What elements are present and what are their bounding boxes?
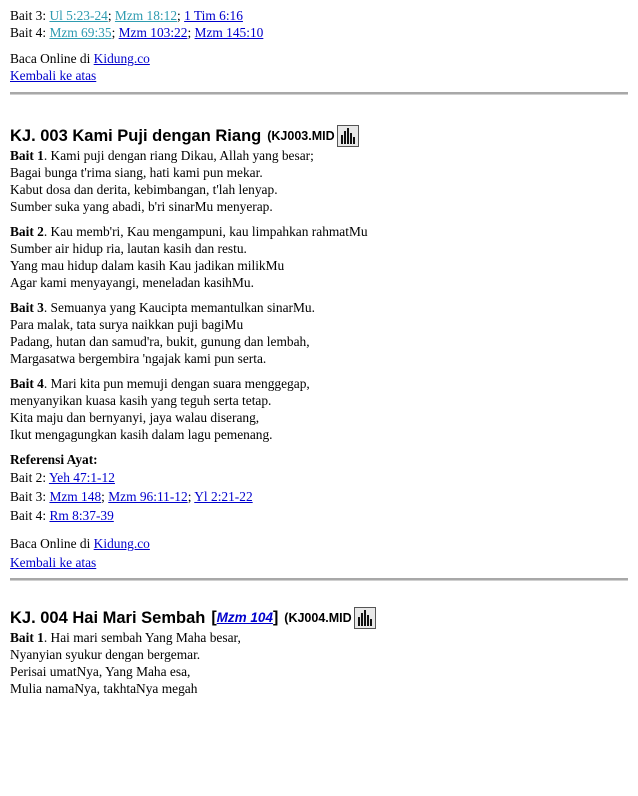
reference-title: Referensi Ayat: <box>10 452 98 467</box>
verse-line: . Semuanya yang Kaucipta memantulkan sinarMu. <box>43 300 315 315</box>
verse-label: Bait 4 <box>10 376 44 391</box>
verse-line: menyanyikan kuasa kasih yang teguh serta tetap. <box>10 393 272 408</box>
ref-bait4 <box>10 506 628 525</box>
spacer <box>10 367 628 375</box>
verse-line: Sumber air hidup ria, lautan kasih dan restu. <box>10 241 247 256</box>
ref-link[interactable]: 1 Tim 6:16 <box>184 8 243 23</box>
verse-kj003-2 <box>10 223 628 291</box>
ref-link[interactable]: Mzm 145:10 <box>194 25 264 40</box>
back-to-top-link[interactable]: Kembali ke atas <box>10 555 97 570</box>
ref-bait3 <box>10 487 628 506</box>
verse-line: . Kami puji dengan riang Dikau, Allah yang besar; <box>43 148 314 163</box>
ref-link[interactable]: Mzm 69:35 <box>49 25 112 40</box>
verse-line: Margasatwa bergembira 'ngajak kami pun serta. <box>10 351 267 366</box>
page <box>0 7 638 697</box>
verse-line: Perisai umatNya, Yang Maha esa, <box>10 664 191 679</box>
verse-line: Ikut mengagungkan kasih dalam lagu pemenang. <box>10 427 273 442</box>
spacer <box>10 291 628 299</box>
midi-filename: (KJ003.MID <box>267 129 335 143</box>
ref-link[interactable]: Mzm 18:12 <box>114 8 178 23</box>
bait-label: Bait 3: <box>10 8 50 23</box>
verse-line: Agar kami menyayangi, meneladan kasihMu. <box>10 275 254 290</box>
spacer <box>10 41 628 50</box>
midi-chart-icon[interactable] <box>354 607 376 629</box>
verse-label: Bait 1 <box>10 148 44 163</box>
separator: ; <box>187 25 195 40</box>
verse-label: Bait 2 <box>10 224 44 239</box>
ref-link[interactable]: Mzm 103:22 <box>118 25 188 40</box>
spacer <box>10 95 628 125</box>
verse-line: Para malak, tata surya naikkan puji bagiMu <box>10 317 244 332</box>
bait-label: Bait 4: <box>10 25 50 40</box>
verse-line: Yang mau hidup dalam kasih Kau jadikan milikMu <box>10 258 285 273</box>
separator: ; <box>187 489 195 504</box>
separator: ; <box>101 489 109 504</box>
song-heading-kj004 <box>10 607 628 629</box>
spacer <box>10 443 628 451</box>
song-heading-kj003 <box>10 125 628 147</box>
bait-label: Bait 3: <box>10 489 50 504</box>
verse-kj004-1 <box>10 629 628 697</box>
heading-reference <box>211 607 278 629</box>
bait-label: Bait 2: <box>10 470 49 485</box>
spacer <box>10 581 628 607</box>
ref-bait2 <box>10 468 628 487</box>
kidung-link[interactable]: Kidung.co <box>93 536 150 551</box>
verse-line: Sumber suka yang abadi, b'ri sinarMu menyerap. <box>10 199 273 214</box>
ref-link[interactable]: Yeh 47:1-12 <box>48 470 115 485</box>
baca-online <box>10 50 628 67</box>
verse-kj003-4 <box>10 375 628 443</box>
separator: ; <box>177 8 185 23</box>
verse-kj003-3 <box>10 299 628 367</box>
ref-link[interactable]: Yl 2:21-22 <box>194 489 253 504</box>
bracket: [ <box>211 609 217 626</box>
baca-label: Baca Online di <box>10 51 94 66</box>
verse-line: Bagai bunga t'rima siang, hati kami pun mekar. <box>10 165 263 180</box>
baca-online <box>10 534 628 553</box>
song-title: KJ. 004 Hai Mari Sembah <box>10 609 206 627</box>
top-bait3-refs <box>10 7 628 24</box>
spacer <box>10 525 628 534</box>
song-title: KJ. 003 Kami Puji dengan Riang <box>10 127 262 145</box>
verse-line: Padang, hutan dan samud'ra, bukit, gunung dan lembah, <box>10 334 310 349</box>
bait-label: Bait 4: <box>10 508 50 523</box>
spacer <box>10 215 628 223</box>
verse-label: Bait 3 <box>10 300 44 315</box>
back-to-top <box>10 67 628 84</box>
verse-kj003-1 <box>10 147 628 215</box>
back-to-top <box>10 553 628 572</box>
verse-line: . Kau memb'ri, Kau mengampuni, kau limpahkan rahmatMu <box>43 224 368 239</box>
verse-line: Mulia namaNya, takhtaNya megah <box>10 681 198 696</box>
ref-link[interactable]: Rm 8:37-39 <box>49 508 114 523</box>
ref-link[interactable]: Mzm 104 <box>216 610 273 625</box>
reference-block-kj003 <box>10 451 628 525</box>
spacer <box>10 84 628 92</box>
ref-link[interactable]: Ul 5:23-24 <box>49 8 108 23</box>
verse-line: . Hai mari sembah Yang Maha besar, <box>43 630 241 645</box>
kidung-link[interactable]: Kidung.co <box>93 51 150 66</box>
verse-line: . Mari kita pun memuji dengan suara menggegap, <box>43 376 310 391</box>
verse-line: Kita maju dan bernyanyi, jaya walau diserang, <box>10 410 260 425</box>
separator: ; <box>111 25 119 40</box>
back-to-top-link[interactable]: Kembali ke atas <box>10 68 97 83</box>
separator: ; <box>107 8 115 23</box>
midi-chart-icon[interactable] <box>337 125 359 147</box>
verse-line: Nyanyian syukur dengan bergemar. <box>10 647 201 662</box>
verse-label: Bait 1 <box>10 630 44 645</box>
verse-line: Kabut dosa dan derita, kebimbangan, t'lah lenyap. <box>10 182 278 197</box>
ref-link[interactable]: Mzm 148 <box>49 489 102 504</box>
midi-filename: (KJ004.MID <box>284 611 352 625</box>
baca-label: Baca Online di <box>10 536 94 551</box>
ref-link[interactable]: Mzm 96:11-12 <box>108 489 188 504</box>
bracket: ] <box>272 609 279 626</box>
top-bait4-refs <box>10 24 628 41</box>
